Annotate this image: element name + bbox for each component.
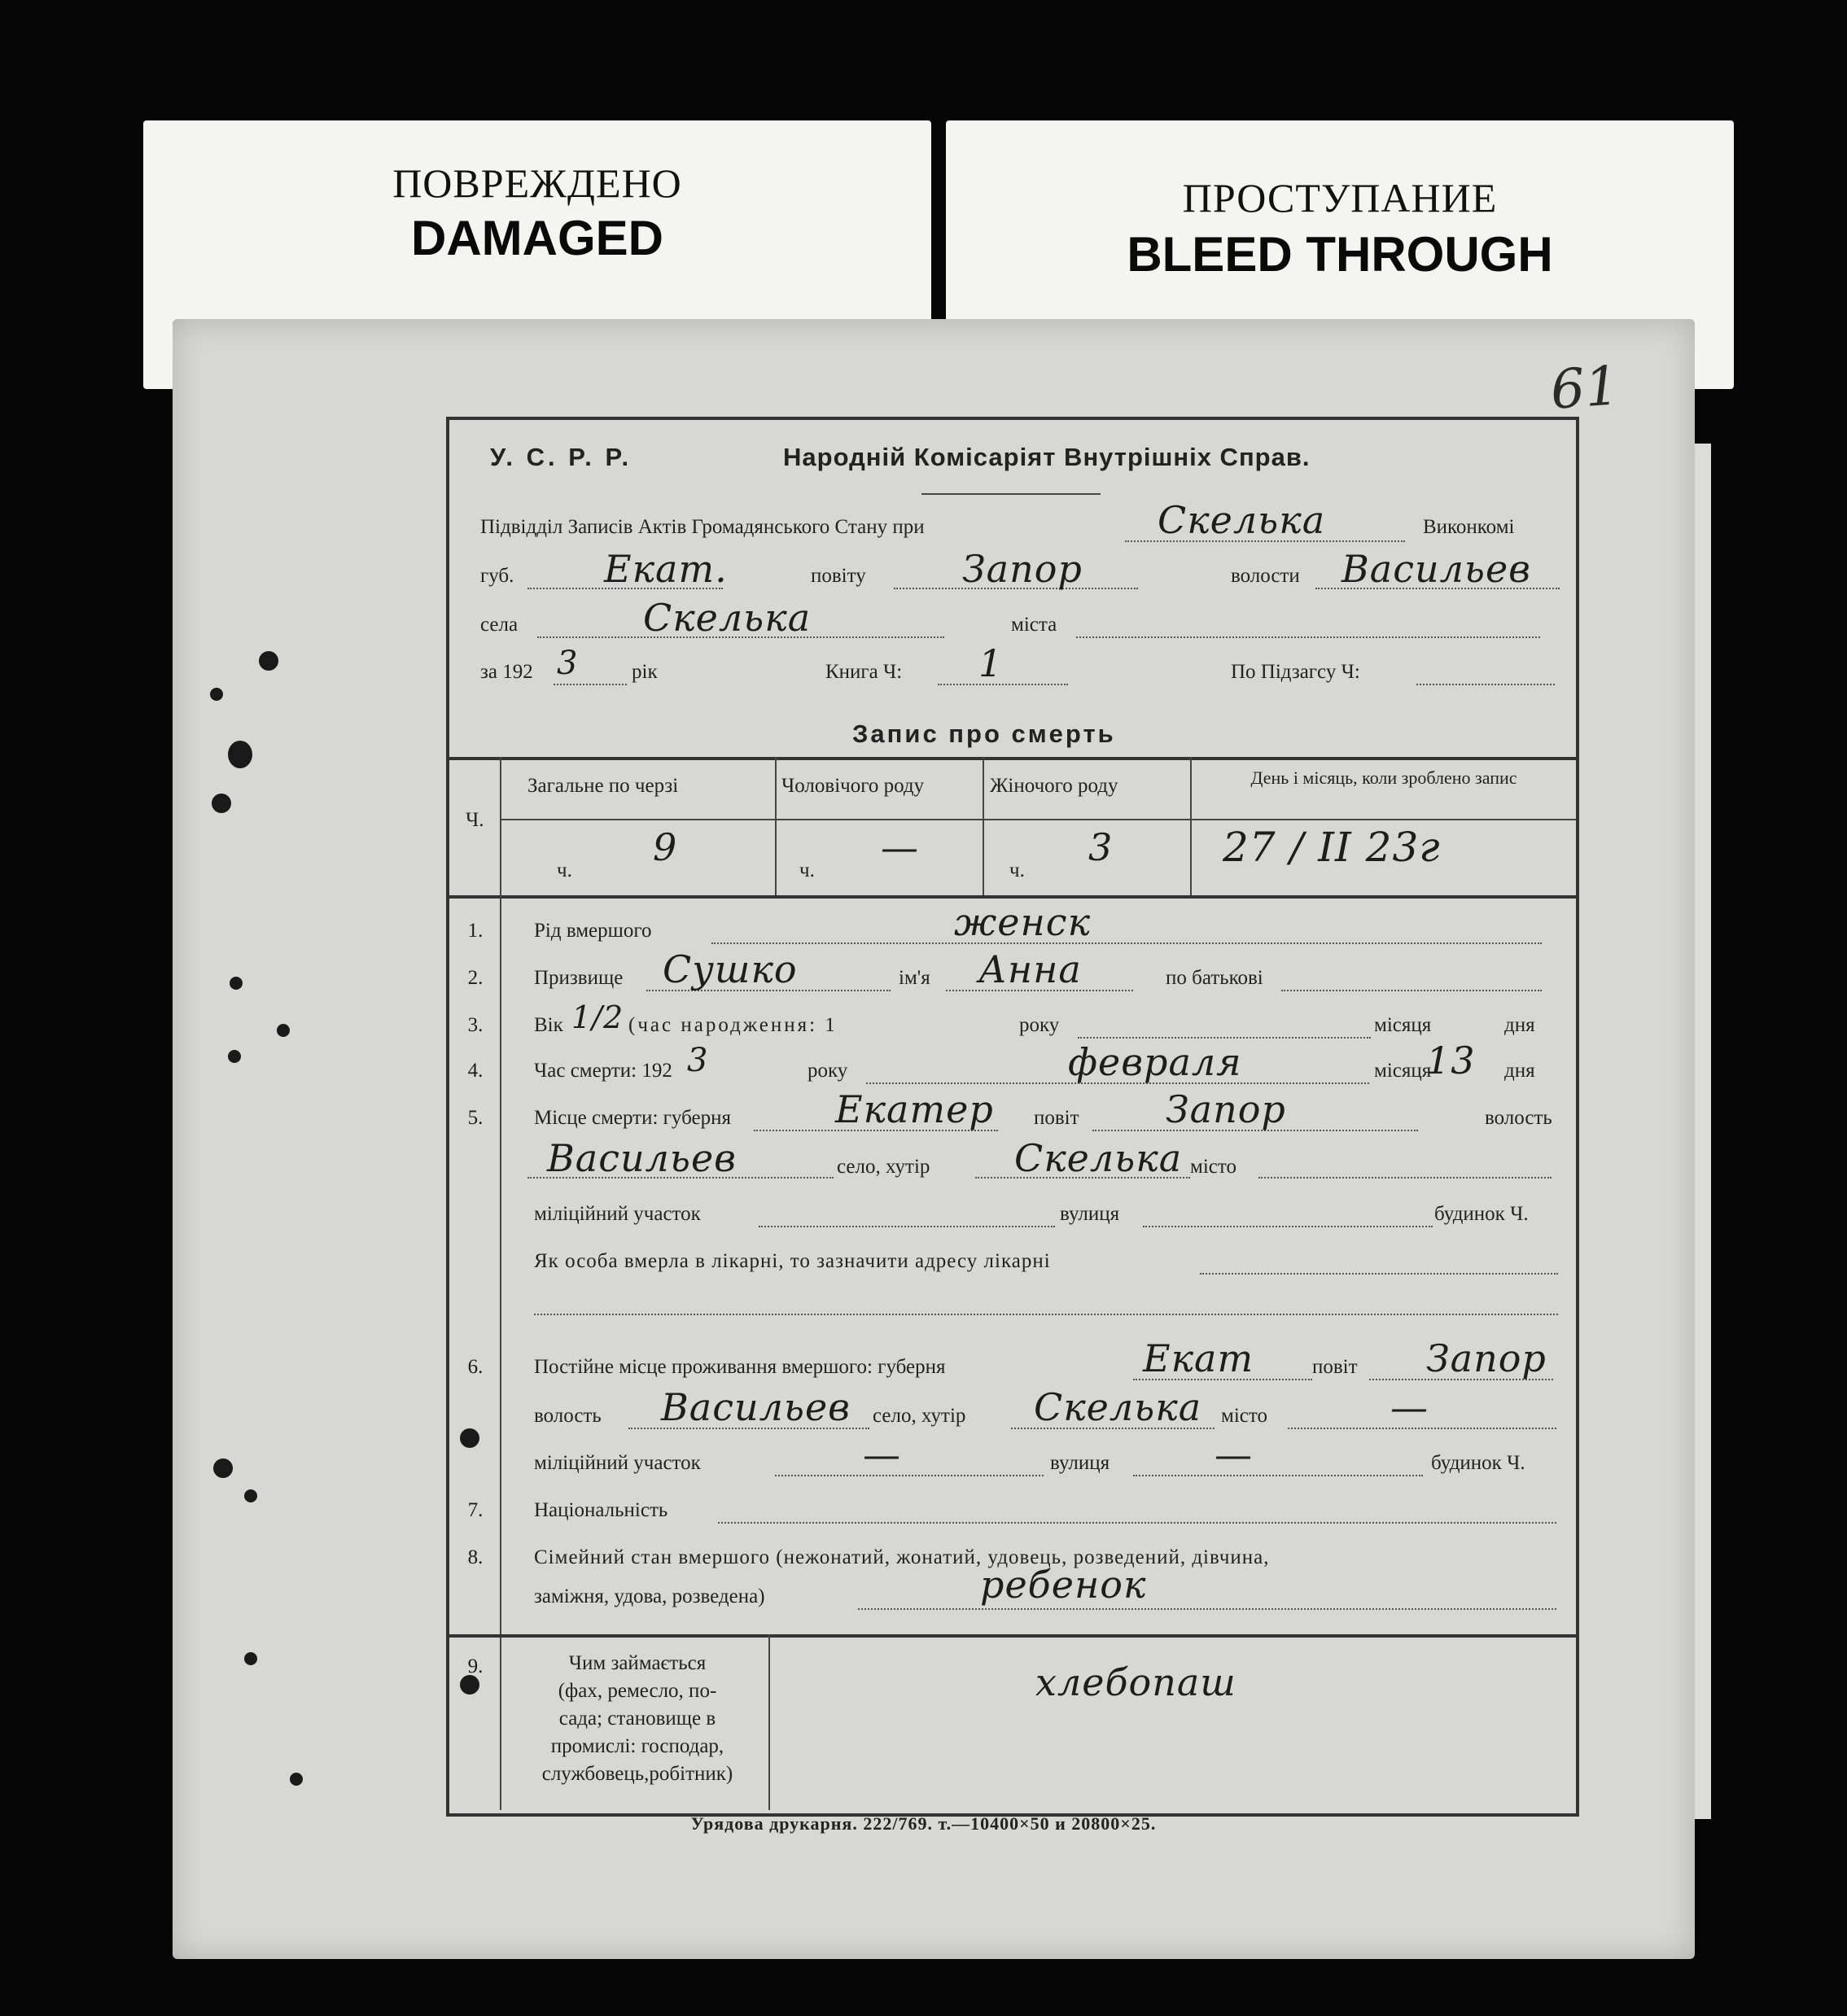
binding-hole (228, 741, 252, 768)
birth-day-label: дня (1504, 1014, 1535, 1036)
row-number: 2. (467, 967, 484, 989)
marital-status-value: ребенок (980, 1563, 1147, 1607)
residence-gub-value: Екат (1143, 1336, 1254, 1380)
surname-label: Призвище (534, 967, 624, 989)
binding-hole (259, 651, 278, 671)
occupation-divider (768, 1634, 770, 1810)
residence-povit-label: повіт (1312, 1356, 1358, 1378)
row-number: 6. (467, 1356, 484, 1378)
num-prefix: ч. (799, 859, 815, 881)
row-number: 5. (467, 1107, 484, 1129)
occupation-label-line: промислі: господар, (550, 1735, 724, 1757)
fill-line (718, 1522, 1556, 1524)
occupation-label-line: сада; становище в (558, 1708, 716, 1730)
record-date-value: 27 / II 23г (1223, 824, 1441, 871)
residence-house-label: будинок Ч. (1431, 1452, 1525, 1474)
header-commissariat: Народній Комісаріят Внутрішніх Справ. (783, 443, 1311, 471)
row-number: 8. (467, 1546, 484, 1568)
bleed-through-label-en: BLEED THROUGH (1127, 227, 1553, 282)
residence-militsia-label: міліційний участок (534, 1452, 701, 1474)
number-column-header: Ч. (466, 809, 484, 831)
death-time-label: Час смерти: 192 (534, 1060, 672, 1082)
column-date-header: День і місяць, коли зроблено запис (1250, 767, 1517, 788)
fill-line (1200, 1273, 1558, 1275)
occupation-value: хлебопаш (1035, 1660, 1236, 1704)
general-count-value: 9 (653, 825, 678, 869)
occupation-label-line: Чим займається (568, 1652, 707, 1674)
birth-year-label: року (1019, 1014, 1060, 1036)
binding-hole (277, 1024, 290, 1037)
fill-line (1416, 684, 1555, 685)
marital-status-label: Сімейний стан вмершого (нежонатий, жонатий, удовець, розведений, дівчина, (534, 1546, 1270, 1568)
age-value: 1/2 (571, 999, 624, 1035)
table-divider (775, 757, 777, 895)
sex-label: Рід вмершого (534, 920, 652, 942)
death-street-label: вулиця (1060, 1203, 1120, 1225)
registry-office-label: Підвідділ Записів Актів Громадянського Стану при (480, 516, 925, 538)
death-record-form (446, 417, 1579, 1817)
death-year-label: року (808, 1060, 848, 1082)
gub-label: губ. (480, 565, 514, 587)
female-count-value: 3 (1088, 825, 1114, 869)
residence-street-value: — (1215, 1432, 1253, 1476)
fill-line (1258, 1177, 1552, 1179)
death-month-value: февраля (1068, 1040, 1242, 1084)
row-number: 4. (467, 1060, 484, 1082)
death-volost-value: Васильев (547, 1136, 737, 1180)
residence-volost-value: Васильев (661, 1385, 851, 1429)
fill-line (1143, 1226, 1433, 1227)
occupation-label-line: службовець,робітник) (541, 1763, 733, 1785)
fill-line (1076, 636, 1540, 638)
header-divider (921, 493, 1101, 495)
death-gub-value: Екатер (835, 1087, 994, 1131)
volost-value: Васильев (1341, 547, 1531, 591)
age-label: Вік (534, 1014, 563, 1036)
binding-hole (244, 1489, 257, 1502)
death-place-label: Місце смерти: губерня (534, 1107, 731, 1129)
nationality-label: Національність (534, 1499, 668, 1521)
death-misto-label: місто (1190, 1156, 1236, 1178)
row-number: 9. (467, 1655, 484, 1677)
fill-line (1078, 1037, 1371, 1039)
page-number: 61 (1548, 354, 1622, 422)
column-general-header: Загальне по черзі (527, 775, 679, 797)
selo-value: Скелька (643, 596, 812, 640)
year-suffix: рік (632, 661, 658, 683)
patronymic-label: по батькові (1166, 967, 1263, 989)
num-prefix: ч. (1009, 859, 1025, 881)
binding-hole (210, 688, 223, 701)
year-value: 3 (557, 645, 579, 682)
sex-value: женск (954, 900, 1092, 944)
death-volost-label: волость (1485, 1107, 1552, 1129)
surname-value: Сушко (663, 947, 798, 991)
volost-label: волости (1231, 565, 1300, 587)
death-day-value: 13 (1426, 1039, 1476, 1082)
fill-line (711, 942, 1542, 944)
record-title: Запис про смерть (852, 719, 1116, 748)
book-value: 1 (978, 641, 1004, 685)
death-militsia-label: міліційний участок (534, 1203, 701, 1225)
binding-hole (228, 1050, 241, 1063)
hospital-label: Як особа вмерла в лікарні, то зазначити адресу лікарні (534, 1250, 1051, 1272)
residence-label: Постійне місце проживання вмершого: губерня (534, 1356, 946, 1378)
row-number-divider (500, 895, 501, 1810)
fill-line (858, 1608, 1556, 1610)
occupation-label-line: (фах, ремесло, по- (558, 1680, 717, 1702)
name-value: Анна (978, 947, 1082, 991)
fill-line (534, 1314, 1558, 1315)
death-selo-label: село, хутір (837, 1156, 930, 1178)
povit-label: повіту (811, 565, 866, 587)
table-border (449, 757, 1576, 760)
row-number: 1. (467, 920, 484, 942)
damaged-label-ru: ПОВРЕЖДЕНО (392, 160, 682, 206)
table-divider (500, 757, 501, 895)
table-divider (500, 819, 1576, 820)
damaged-label-en: DAMAGED (411, 211, 663, 265)
selo-label: села (480, 614, 519, 636)
residence-selo-value: Скелька (1034, 1385, 1202, 1429)
binding-hole (244, 1652, 257, 1665)
birth-month-label: місяця (1374, 1014, 1432, 1036)
death-day-label: дня (1504, 1060, 1535, 1082)
table-border (449, 895, 1576, 899)
binding-hole (290, 1773, 303, 1786)
gub-value: Екат. (604, 547, 728, 591)
male-count-value: — (881, 825, 919, 869)
residence-militsia-value: — (863, 1432, 901, 1476)
year-label: за 192 (480, 661, 533, 683)
book-label: Книга Ч: (825, 661, 903, 683)
residence-selo-label: село, хутір (873, 1405, 966, 1427)
table-border (449, 1634, 1576, 1638)
row-number: 3. (467, 1014, 484, 1036)
residence-volost-label: волость (534, 1405, 602, 1427)
header-ussr: У. С. Р. Р. (490, 443, 632, 471)
death-selo-value: Скелька (1014, 1136, 1183, 1180)
fill-line (554, 684, 627, 685)
mista-label: міста (1011, 614, 1057, 636)
binding-hole (230, 977, 243, 990)
table-divider (983, 757, 984, 895)
column-male-header: Чоловічого роду (781, 775, 925, 797)
column-female-header: Жіночого роду (990, 775, 1118, 797)
printer-footer: Урядова друкарня. 222/769. т.—10400×50 и 20800×25. (690, 1813, 1157, 1834)
marital-status-label-cont: заміжня, удова, розведена) (534, 1585, 765, 1607)
bleed-through-label-ru: ПРОСТУПАНИЕ (1182, 175, 1498, 221)
fill-line (1133, 1475, 1423, 1476)
name-label: ім'я (899, 967, 930, 989)
fill-line (1281, 990, 1542, 991)
binding-hole (212, 794, 231, 813)
podzagsu-label: По Підзагсу Ч: (1231, 661, 1360, 683)
residence-misto-value: — (1390, 1385, 1429, 1429)
povit-value: Запор (962, 547, 1083, 591)
registry-office-value: Скелька (1158, 498, 1326, 542)
fill-line (775, 1475, 1044, 1476)
table-divider (1190, 757, 1192, 895)
birth-label: (час народження: 1 (628, 1014, 838, 1036)
residence-misto-label: місто (1221, 1405, 1267, 1427)
death-house-label: будинок Ч. (1434, 1203, 1529, 1225)
death-year-value: 3 (687, 1042, 709, 1079)
residence-povit-value: Запор (1426, 1336, 1547, 1380)
row-number: 7. (467, 1499, 484, 1521)
residence-street-label: вулиця (1050, 1452, 1110, 1474)
fill-line (759, 1226, 1055, 1227)
death-month-label: місяця (1374, 1060, 1432, 1082)
executive-committee-label: Виконкомі (1423, 516, 1515, 538)
num-prefix: ч. (557, 859, 572, 881)
death-povit-label: повіт (1034, 1107, 1079, 1129)
binding-hole (213, 1458, 233, 1478)
death-povit-value: Запор (1166, 1087, 1286, 1131)
